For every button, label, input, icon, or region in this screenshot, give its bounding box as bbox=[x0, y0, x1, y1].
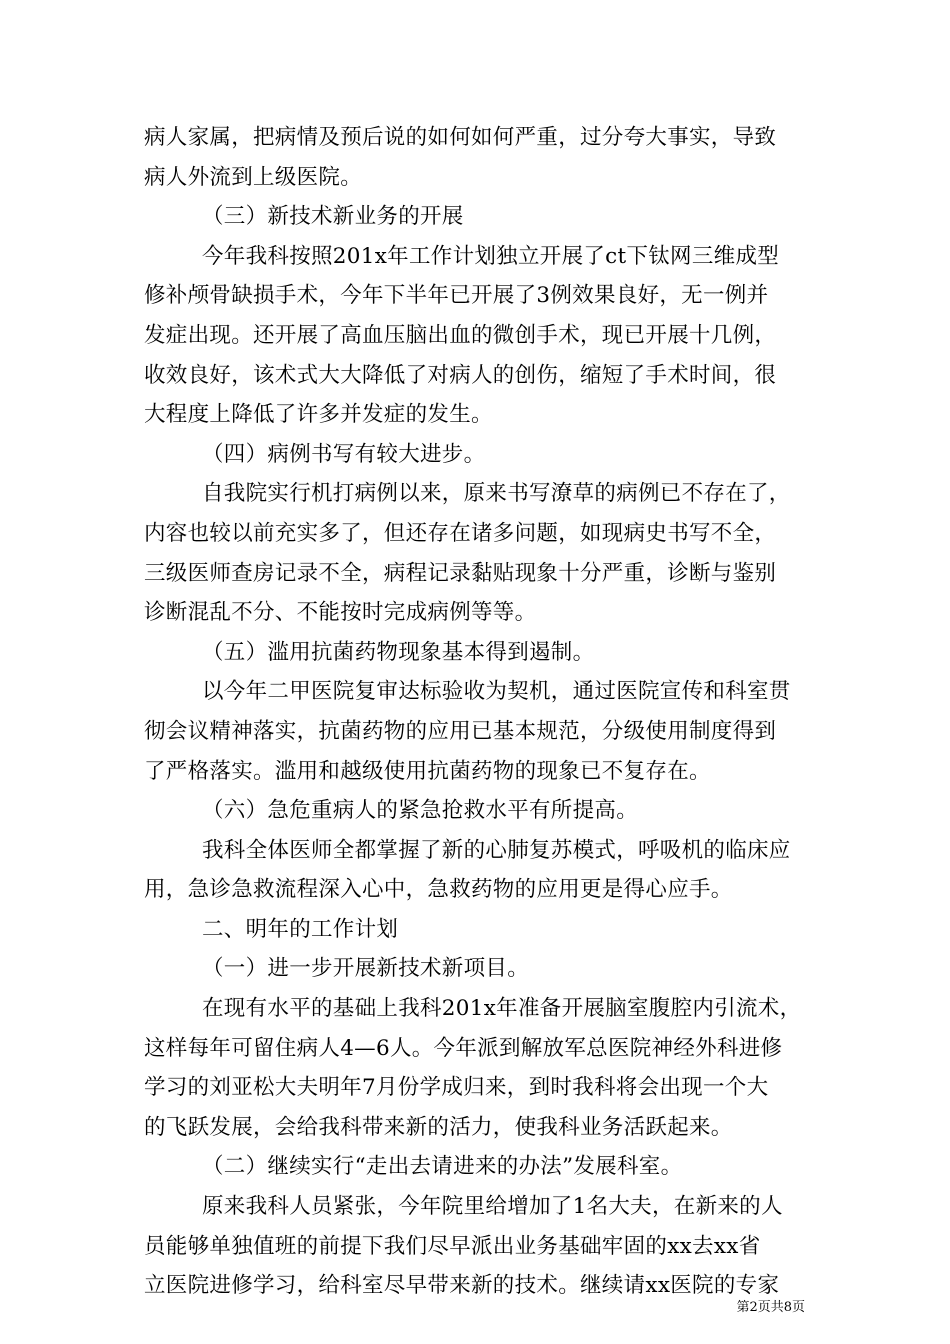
text-line: 内容也较以前充实多了，但还存在诸多问题，如现病史书写不全， bbox=[144, 520, 777, 546]
body-text bbox=[144, 118, 810, 1306]
text-line: （一）进一步开展新技术新项目。 bbox=[202, 956, 530, 982]
text-line: 学习的刘亚松大夫明年7月份学成归来，到时我科将会出现一个大 bbox=[144, 1075, 769, 1101]
text-line: （五）滥用抗菌药物现象基本得到遏制。 bbox=[202, 639, 595, 665]
text-line: 立医院进修学习，给科室尽早带来新的技术。继续请xx医院的专家 bbox=[144, 1273, 780, 1299]
text-line: 了严格落实。滥用和越级使用抗菌药物的现象已不复存在。 bbox=[144, 758, 711, 784]
text-line: 彻会议精神落实，抗菌药物的应用已基本规范，分级使用制度得到 bbox=[144, 718, 777, 744]
text-line: 病人家属，把病情及预后说的如何如何严重，过分夸大事实，导致 bbox=[144, 125, 777, 150]
text-line: 原来我科人员紧张，今年院里给增加了1名大夫，在新来的人 bbox=[202, 1194, 783, 1220]
text-line: 用，急诊急救流程深入心中，急救药物的应用更是得心应手。 bbox=[144, 877, 733, 903]
text-line: 三级医师查房记录不全，病程记录黏贴现象十分严重，诊断与鉴别 bbox=[144, 560, 777, 586]
text-line: 二、明年的工作计划 bbox=[202, 916, 399, 942]
text-line: 收效良好，该术式大大降低了对病人的创伤，缩短了手术时间，很 bbox=[144, 362, 777, 388]
text-line: （六）急危重病人的紧急抢救水平有所提高。 bbox=[202, 798, 639, 824]
text-line: 病人外流到上级医院。 bbox=[144, 164, 363, 190]
text-line: 这样每年可留住病人4—6人。今年派到解放军总医院神经外科进修 bbox=[144, 1035, 783, 1061]
text-line: （二）继续实行“走出去请进来的办法”发展科室。 bbox=[202, 1154, 683, 1180]
text-line: （四）病例书写有较大进步。 bbox=[202, 441, 486, 467]
text-line: 的飞跃发展，会给我科带来新的活力，使我科业务活跃起来。 bbox=[144, 1114, 733, 1140]
text-line: 诊断混乱不分、不能按时完成病例等等。 bbox=[144, 600, 537, 626]
text-line: 发症出现。还开展了高血压脑出血的微创手术，现已开展十几例， bbox=[144, 322, 777, 348]
text-line: 今年我科按照201x年工作计划独立开展了ct下钛网三维成型 bbox=[202, 243, 780, 269]
text-line: 在现有水平的基础上我科201x年准备开展脑室腹腔内引流术， bbox=[202, 996, 802, 1022]
text-line: 自我院实行机打病例以来，原来书写潦草的病例已不存在了， bbox=[202, 481, 791, 507]
text-line: 以今年二甲医院复审达标验收为契机，通过医院宣传和科室贯 bbox=[202, 679, 791, 705]
text-line: 大程度上降低了许多并发症的发生。 bbox=[144, 402, 493, 428]
text-line: 我科全体医师全都掌握了新的心肺复苏模式，呼吸机的临床应 bbox=[202, 837, 791, 863]
text-line: 员能够单独值班的前提下我们尽早派出业务基础牢固的xx去xx省 bbox=[144, 1233, 761, 1259]
page-number: 第2页共8页 bbox=[736, 1300, 805, 1315]
text-line: 修补颅骨缺损手术，今年下半年已开展了3例效果良好，无一例并 bbox=[144, 283, 769, 309]
text-line: （三）新技术新业务的开展 bbox=[202, 204, 464, 230]
